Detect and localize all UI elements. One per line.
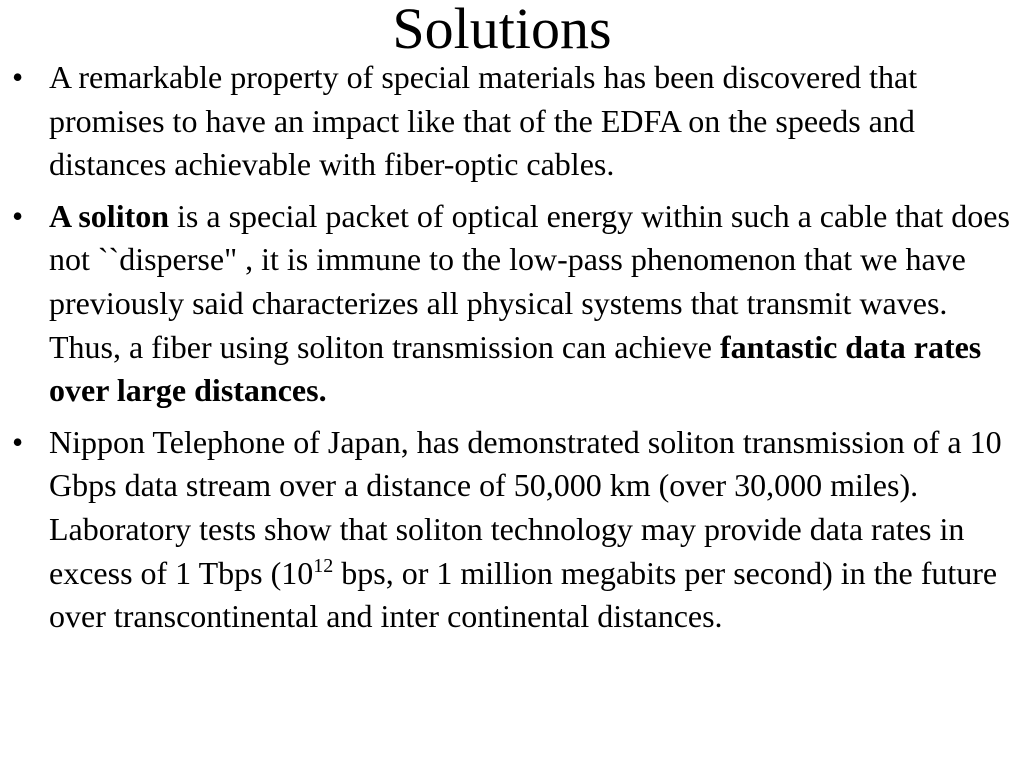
bullet-icon: •	[12, 423, 24, 460]
exponent: 12	[313, 554, 334, 577]
bullet-icon: •	[12, 197, 24, 234]
soliton-term: A soliton	[49, 197, 170, 234]
bullet-icon: •	[12, 59, 24, 95]
emphasis-text: fantastic data rates over large distances.	[49, 328, 982, 409]
bullet-text: A remarkable property of special materials has been discovered that promises to have an impact like that of the EDFA on the speeds and distances achievable with fiber-optic cables.	[49, 59, 918, 183]
bullet-item-nippon	[0, 421, 1024, 639]
bullet-list	[0, 56, 1024, 647]
bullet-text-continued: bps, or 1 million megabits per second) in the future over transcontinental and inter continental distances.	[49, 554, 998, 635]
bullet-text: Nippon Telephone of Japan, has demonstrated soliton transmission of a 10 Gbps data stream over a distance of 50,000 km (over 30,000 miles). Laboratory tests show that soliton technology may provide data rates in excess of 1 Tbps (10	[49, 423, 1002, 591]
bullet-item-edfa	[0, 56, 1024, 187]
bullet-text: is a special packet of optical energy within such a cable that does not ``disperse" , it is immune to the low-pass phenomenon that we have previously said characterizes all physical systems that transmit waves. Thus, a fiber using soliton transmission can achieve	[49, 197, 1010, 365]
bullet-item-soliton	[0, 195, 1024, 413]
slide-title: Solutions	[392, 0, 612, 61]
